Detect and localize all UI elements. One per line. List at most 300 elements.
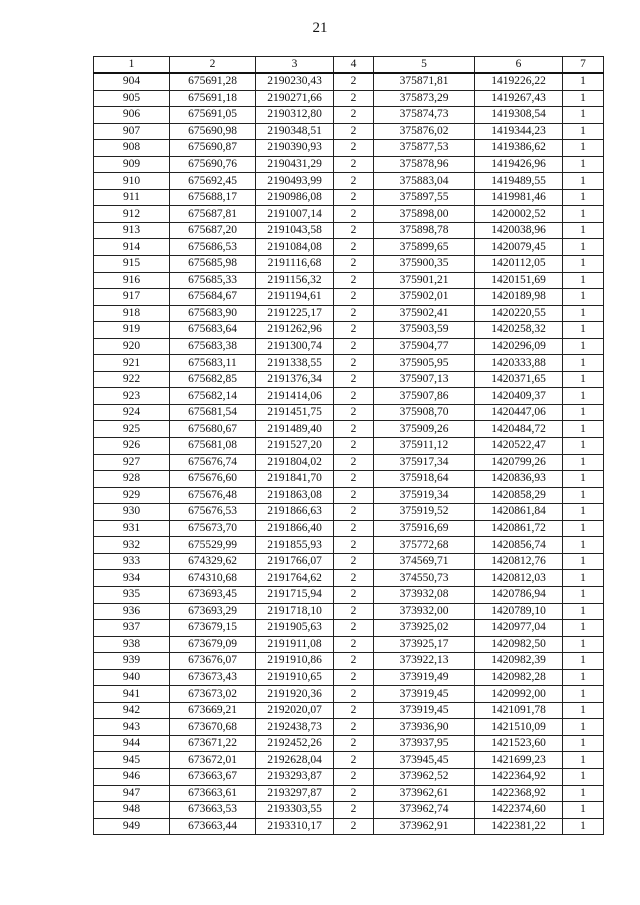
table-cell: 1 <box>563 702 604 719</box>
table-cell: 1422374,60 <box>475 802 563 819</box>
table-cell: 1420861,72 <box>475 520 563 537</box>
table-cell: 1420789,10 <box>475 603 563 620</box>
table-cell: 673663,44 <box>170 818 256 835</box>
table-cell: 1 <box>563 421 604 438</box>
column-header: 6 <box>475 57 563 74</box>
table-cell: 1 <box>563 487 604 504</box>
table-cell: 1420836,93 <box>475 471 563 488</box>
table-row <box>94 818 604 835</box>
table-cell: 2191007,14 <box>256 206 334 223</box>
table-cell: 2 <box>334 305 374 322</box>
table-cell: 949 <box>94 818 170 835</box>
table-cell: 373919,49 <box>374 669 475 686</box>
table-cell: 1420861,84 <box>475 504 563 521</box>
table-cell: 2 <box>334 173 374 190</box>
table-cell: 2 <box>334 620 374 637</box>
table-cell: 926 <box>94 438 170 455</box>
table-cell: 1421699,23 <box>475 752 563 769</box>
table-row <box>94 752 604 769</box>
table-cell: 373962,91 <box>374 818 475 835</box>
table-cell: 928 <box>94 471 170 488</box>
table-cell: 375911,12 <box>374 438 475 455</box>
table-cell: 375907,13 <box>374 371 475 388</box>
table-cell: 2191451,75 <box>256 404 334 421</box>
table-cell: 1 <box>563 471 604 488</box>
table-cell: 1 <box>563 752 604 769</box>
table-row <box>94 338 604 355</box>
table-row <box>94 388 604 405</box>
table-cell: 916 <box>94 272 170 289</box>
table-cell: 2191043,58 <box>256 222 334 239</box>
table-row <box>94 553 604 570</box>
table-cell: 2 <box>334 239 374 256</box>
table-cell: 2190348,51 <box>256 123 334 140</box>
table-cell: 375916,69 <box>374 520 475 537</box>
table-cell: 2 <box>334 438 374 455</box>
table-cell: 673693,45 <box>170 586 256 603</box>
table-cell: 1 <box>563 272 604 289</box>
table-cell: 1 <box>563 73 604 90</box>
table-cell: 2 <box>334 404 374 421</box>
table-row <box>94 719 604 736</box>
table-cell: 373919,45 <box>374 686 475 703</box>
table-cell: 675682,85 <box>170 371 256 388</box>
table-cell: 2 <box>334 421 374 438</box>
table-row <box>94 603 604 620</box>
page-number: 21 <box>312 20 328 36</box>
column-header: 3 <box>256 57 334 74</box>
table-row <box>94 289 604 306</box>
table-cell: 675676,48 <box>170 487 256 504</box>
table-cell: 673663,53 <box>170 802 256 819</box>
table-cell: 2190986,08 <box>256 189 334 206</box>
table-cell: 2193310,17 <box>256 818 334 835</box>
table-cell: 2190493,99 <box>256 173 334 190</box>
table-row <box>94 206 604 223</box>
table-row <box>94 305 604 322</box>
table-cell: 1 <box>563 289 604 306</box>
table-cell: 1419226,22 <box>475 73 563 90</box>
table-cell: 675687,81 <box>170 206 256 223</box>
table-cell: 2 <box>334 107 374 124</box>
table-cell: 373962,52 <box>374 768 475 785</box>
table-cell: 675683,90 <box>170 305 256 322</box>
table-cell: 920 <box>94 338 170 355</box>
table-cell: 2191084,08 <box>256 239 334 256</box>
table-cell: 675684,67 <box>170 289 256 306</box>
table-cell: 373925,02 <box>374 620 475 637</box>
table-cell: 930 <box>94 504 170 521</box>
table-cell: 2191156,32 <box>256 272 334 289</box>
table-cell: 2 <box>334 570 374 587</box>
table-cell: 675688,17 <box>170 189 256 206</box>
table-cell: 2 <box>334 520 374 537</box>
table-cell: 942 <box>94 702 170 719</box>
table-cell: 1420812,03 <box>475 570 563 587</box>
table-cell: 2 <box>334 653 374 670</box>
table-cell: 1422368,92 <box>475 785 563 802</box>
table-cell: 2 <box>334 818 374 835</box>
table-cell: 1420977,04 <box>475 620 563 637</box>
table-cell: 922 <box>94 371 170 388</box>
table-cell: 2 <box>334 338 374 355</box>
table-cell: 1 <box>563 636 604 653</box>
table-cell: 1 <box>563 454 604 471</box>
table-cell: 2 <box>334 206 374 223</box>
table-row <box>94 272 604 289</box>
table-cell: 1419426,96 <box>475 156 563 173</box>
table-cell: 375919,52 <box>374 504 475 521</box>
table-cell: 675685,33 <box>170 272 256 289</box>
table-cell: 1 <box>563 719 604 736</box>
table-cell: 1 <box>563 504 604 521</box>
table-row <box>94 669 604 686</box>
table-cell: 1420333,88 <box>475 355 563 372</box>
table-cell: 375871,81 <box>374 73 475 90</box>
table-cell: 675681,54 <box>170 404 256 421</box>
table-cell: 2190230,43 <box>256 73 334 90</box>
table-cell: 944 <box>94 735 170 752</box>
table-cell: 2 <box>334 355 374 372</box>
table-row <box>94 421 604 438</box>
table-cell: 2191866,63 <box>256 504 334 521</box>
table-cell: 675687,20 <box>170 222 256 239</box>
table-cell: 374550,73 <box>374 570 475 587</box>
table-cell: 2193297,87 <box>256 785 334 802</box>
table-cell: 675676,53 <box>170 504 256 521</box>
coordinates-table <box>93 56 604 835</box>
table-cell: 946 <box>94 768 170 785</box>
table-cell: 2191715,94 <box>256 586 334 603</box>
table-cell: 1420812,76 <box>475 553 563 570</box>
table-cell: 673673,02 <box>170 686 256 703</box>
table-row <box>94 454 604 471</box>
table-row <box>94 107 604 124</box>
table-cell: 2191841,70 <box>256 471 334 488</box>
table-cell: 909 <box>94 156 170 173</box>
table-cell: 936 <box>94 603 170 620</box>
table-cell: 2191910,65 <box>256 669 334 686</box>
table-row <box>94 520 604 537</box>
table-cell: 375903,59 <box>374 322 475 339</box>
table-cell: 1 <box>563 189 604 206</box>
table-cell: 906 <box>94 107 170 124</box>
table-cell: 2 <box>334 90 374 107</box>
table-cell: 1 <box>563 371 604 388</box>
column-header: 5 <box>374 57 475 74</box>
table-cell: 675673,70 <box>170 520 256 537</box>
table-cell: 2191338,55 <box>256 355 334 372</box>
table-row <box>94 653 604 670</box>
table-cell: 674310,68 <box>170 570 256 587</box>
table-cell: 675680,67 <box>170 421 256 438</box>
table-cell: 2191194,61 <box>256 289 334 306</box>
table-cell: 675690,98 <box>170 123 256 140</box>
table-cell: 1420522,47 <box>475 438 563 455</box>
table-cell: 2 <box>334 802 374 819</box>
table-cell: 673669,21 <box>170 702 256 719</box>
table-cell: 373922,13 <box>374 653 475 670</box>
table-cell: 935 <box>94 586 170 603</box>
table-cell: 2190271,66 <box>256 90 334 107</box>
table-cell: 912 <box>94 206 170 223</box>
table-cell: 941 <box>94 686 170 703</box>
table-cell: 675683,38 <box>170 338 256 355</box>
table-cell: 937 <box>94 620 170 637</box>
column-header: 7 <box>563 57 604 74</box>
table-header-row <box>94 57 604 74</box>
table-cell: 675683,11 <box>170 355 256 372</box>
table-cell: 1420992,00 <box>475 686 563 703</box>
table-cell: 1419489,55 <box>475 173 563 190</box>
table-cell: 1 <box>563 785 604 802</box>
table-cell: 1 <box>563 586 604 603</box>
table-cell: 2191300,74 <box>256 338 334 355</box>
table-cell: 934 <box>94 570 170 587</box>
table-cell: 2190390,93 <box>256 140 334 157</box>
table-cell: 373936,90 <box>374 719 475 736</box>
table-row <box>94 802 604 819</box>
column-header: 1 <box>94 57 170 74</box>
table-cell: 673670,68 <box>170 719 256 736</box>
table-cell: 373962,74 <box>374 802 475 819</box>
table-cell: 924 <box>94 404 170 421</box>
table-cell: 675691,28 <box>170 73 256 90</box>
table-cell: 1 <box>563 338 604 355</box>
table-cell: 375917,34 <box>374 454 475 471</box>
table-cell: 1 <box>563 256 604 273</box>
table-cell: 919 <box>94 322 170 339</box>
table-cell: 1 <box>563 553 604 570</box>
table-cell: 675676,60 <box>170 471 256 488</box>
table-cell: 1420982,50 <box>475 636 563 653</box>
table-row <box>94 702 604 719</box>
table-cell: 940 <box>94 669 170 686</box>
table-cell: 2191116,68 <box>256 256 334 273</box>
table-cell: 1419308,54 <box>475 107 563 124</box>
table-cell: 1420112,05 <box>475 256 563 273</box>
table-cell: 673693,29 <box>170 603 256 620</box>
table-cell: 1421523,60 <box>475 735 563 752</box>
table-cell: 675682,14 <box>170 388 256 405</box>
table-cell: 1420002,52 <box>475 206 563 223</box>
table-cell: 2 <box>334 322 374 339</box>
table-cell: 2192020,07 <box>256 702 334 719</box>
table-cell: 2 <box>334 256 374 273</box>
table-row <box>94 90 604 107</box>
table-cell: 948 <box>94 802 170 819</box>
table-row <box>94 156 604 173</box>
table-row <box>94 256 604 273</box>
table-cell: 1 <box>563 537 604 554</box>
table-cell: 375902,41 <box>374 305 475 322</box>
table-row <box>94 768 604 785</box>
table-row <box>94 404 604 421</box>
table-cell: 1 <box>563 818 604 835</box>
table-cell: 2191527,20 <box>256 438 334 455</box>
table-cell: 904 <box>94 73 170 90</box>
table-cell: 2 <box>334 537 374 554</box>
table-row <box>94 371 604 388</box>
table-cell: 375901,21 <box>374 272 475 289</box>
column-header: 4 <box>334 57 374 74</box>
column-header: 2 <box>170 57 256 74</box>
table-row <box>94 239 604 256</box>
table-cell: 375919,34 <box>374 487 475 504</box>
table-cell: 1420447,06 <box>475 404 563 421</box>
table-cell: 373937,95 <box>374 735 475 752</box>
table-cell: 929 <box>94 487 170 504</box>
table-cell: 375907,86 <box>374 388 475 405</box>
table-cell: 2191766,07 <box>256 553 334 570</box>
table-cell: 1420786,94 <box>475 586 563 603</box>
table-row <box>94 123 604 140</box>
table-cell: 1422381,22 <box>475 818 563 835</box>
table-cell: 1420856,74 <box>475 537 563 554</box>
table-cell: 2192628,04 <box>256 752 334 769</box>
table-cell: 1419981,46 <box>475 189 563 206</box>
table-cell: 1 <box>563 206 604 223</box>
table-cell: 1 <box>563 768 604 785</box>
table-cell: 2191764,62 <box>256 570 334 587</box>
table-cell: 2 <box>334 222 374 239</box>
table-cell: 375898,00 <box>374 206 475 223</box>
table-cell: 1420799,26 <box>475 454 563 471</box>
table-cell: 1420371,65 <box>475 371 563 388</box>
table-cell: 918 <box>94 305 170 322</box>
table-cell: 947 <box>94 785 170 802</box>
table-cell: 2191414,06 <box>256 388 334 405</box>
table-cell: 1 <box>563 735 604 752</box>
table-row <box>94 636 604 653</box>
table-cell: 2 <box>334 752 374 769</box>
table-cell: 938 <box>94 636 170 653</box>
table-row <box>94 487 604 504</box>
table-cell: 1421510,09 <box>475 719 563 736</box>
table-cell: 373962,61 <box>374 785 475 802</box>
table-cell: 375909,26 <box>374 421 475 438</box>
table-row <box>94 586 604 603</box>
table-cell: 907 <box>94 123 170 140</box>
table-cell: 1420038,96 <box>475 222 563 239</box>
table-cell: 675691,05 <box>170 107 256 124</box>
table-cell: 2190431,29 <box>256 156 334 173</box>
table-cell: 2 <box>334 140 374 157</box>
table-cell: 2 <box>334 586 374 603</box>
table-cell: 931 <box>94 520 170 537</box>
table-cell: 1 <box>563 90 604 107</box>
table-cell: 374569,71 <box>374 553 475 570</box>
table-cell: 923 <box>94 388 170 405</box>
table-row <box>94 504 604 521</box>
table-cell: 2192452,26 <box>256 735 334 752</box>
table-cell: 913 <box>94 222 170 239</box>
table-cell: 375876,02 <box>374 123 475 140</box>
table-cell: 375878,96 <box>374 156 475 173</box>
table-cell: 1 <box>563 686 604 703</box>
table-cell: 673679,15 <box>170 620 256 637</box>
table-row <box>94 570 604 587</box>
table-cell: 673676,07 <box>170 653 256 670</box>
table-cell: 2191866,40 <box>256 520 334 537</box>
table-cell: 375908,70 <box>374 404 475 421</box>
table-cell: 2 <box>334 272 374 289</box>
table-row <box>94 222 604 239</box>
table-cell: 908 <box>94 140 170 157</box>
table-cell: 1 <box>563 305 604 322</box>
table-cell: 1 <box>563 322 604 339</box>
table-cell: 915 <box>94 256 170 273</box>
table-row <box>94 471 604 488</box>
table-cell: 2 <box>334 735 374 752</box>
table-cell: 2 <box>334 471 374 488</box>
table-cell: 2 <box>334 719 374 736</box>
table-row <box>94 537 604 554</box>
table-cell: 1 <box>563 388 604 405</box>
table-cell: 2 <box>334 686 374 703</box>
table-row <box>94 189 604 206</box>
table-cell: 2 <box>334 636 374 653</box>
table-row <box>94 686 604 703</box>
table-cell: 2 <box>334 123 374 140</box>
table-cell: 2 <box>334 553 374 570</box>
table-cell: 375772,68 <box>374 537 475 554</box>
table-body <box>94 57 604 835</box>
table-cell: 674329,62 <box>170 553 256 570</box>
table-cell: 2192438,73 <box>256 719 334 736</box>
table-cell: 373925,17 <box>374 636 475 653</box>
table-cell: 2193293,87 <box>256 768 334 785</box>
table-cell: 2191804,02 <box>256 454 334 471</box>
table-cell: 1420258,32 <box>475 322 563 339</box>
table-row <box>94 438 604 455</box>
table-cell: 1420079,45 <box>475 239 563 256</box>
table-cell: 2 <box>334 504 374 521</box>
table-cell: 675685,98 <box>170 256 256 273</box>
table-cell: 2191489,40 <box>256 421 334 438</box>
table-cell: 1420484,72 <box>475 421 563 438</box>
table-cell: 1 <box>563 653 604 670</box>
table-cell: 375918,64 <box>374 471 475 488</box>
table-cell: 675529,99 <box>170 537 256 554</box>
table-cell: 1 <box>563 355 604 372</box>
table-cell: 2191905,63 <box>256 620 334 637</box>
table-cell: 673663,67 <box>170 768 256 785</box>
table-cell: 675690,87 <box>170 140 256 157</box>
table-cell: 1 <box>563 570 604 587</box>
table-cell: 675676,74 <box>170 454 256 471</box>
table-cell: 1 <box>563 404 604 421</box>
table-cell: 1 <box>563 438 604 455</box>
table-cell: 914 <box>94 239 170 256</box>
table-cell: 1420858,29 <box>475 487 563 504</box>
table-cell: 375900,35 <box>374 256 475 273</box>
table-cell: 373932,00 <box>374 603 475 620</box>
table-cell: 2 <box>334 603 374 620</box>
table-cell: 1420296,09 <box>475 338 563 355</box>
table-cell: 2 <box>334 388 374 405</box>
table-cell: 933 <box>94 553 170 570</box>
table-cell: 2 <box>334 454 374 471</box>
table-cell: 375902,01 <box>374 289 475 306</box>
table-cell: 1 <box>563 239 604 256</box>
table-cell: 375883,04 <box>374 173 475 190</box>
table-cell: 673671,22 <box>170 735 256 752</box>
table-cell: 675692,45 <box>170 173 256 190</box>
table-cell: 1420409,37 <box>475 388 563 405</box>
table-cell: 2191225,17 <box>256 305 334 322</box>
table-cell: 943 <box>94 719 170 736</box>
